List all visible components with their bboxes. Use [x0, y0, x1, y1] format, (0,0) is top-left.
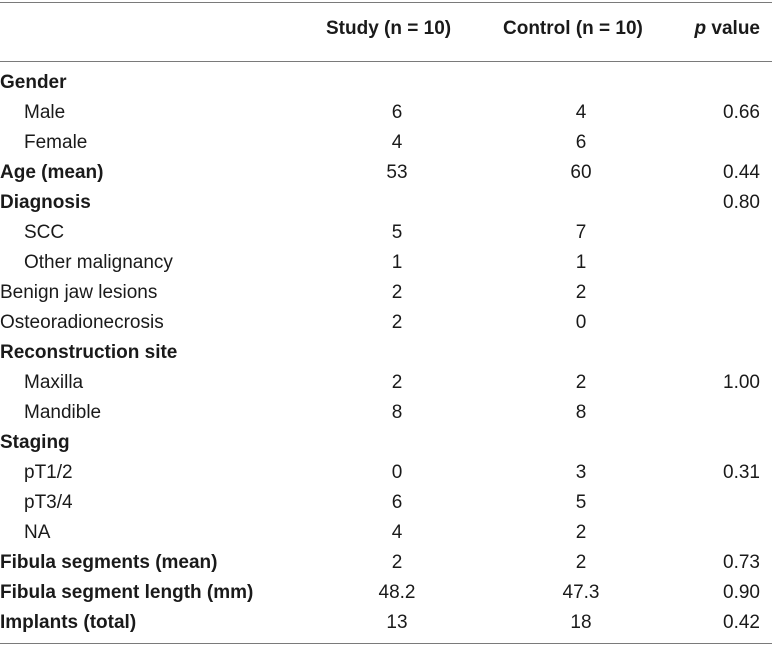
- control-value: 60: [570, 162, 592, 183]
- top-rule: [0, 2, 772, 3]
- study-value: [310, 428, 484, 458]
- study-value: [310, 188, 484, 218]
- row-label: Age (mean): [0, 162, 104, 183]
- table-row: [0, 188, 772, 218]
- control-value: 2: [575, 522, 587, 543]
- table-row: [0, 128, 772, 158]
- table-row: [0, 68, 772, 98]
- header-control: Control (n = 10): [503, 18, 643, 39]
- p-value: 0.44: [723, 162, 760, 183]
- row-label: pT3/4: [24, 492, 73, 513]
- p-value: 0.66: [723, 102, 760, 123]
- row-label: Osteoradionecrosis: [0, 312, 164, 333]
- control-value: 2: [575, 372, 587, 393]
- control-value: [490, 428, 672, 458]
- control-value: 4: [575, 102, 587, 123]
- control-value: 1: [575, 252, 587, 273]
- control-value: 2: [575, 552, 587, 573]
- row-label: Fibula segment length (mm): [0, 582, 254, 603]
- header-p-suffix: value: [706, 18, 760, 39]
- row-label: Other malignancy: [24, 252, 173, 273]
- study-value: 4: [391, 132, 403, 153]
- study-value: 0: [391, 462, 403, 483]
- control-value: [490, 188, 672, 218]
- study-value: 1: [391, 252, 403, 273]
- study-value: 2: [391, 312, 403, 333]
- row-label: Benign jaw lesions: [0, 282, 158, 303]
- row-label: Male: [24, 102, 66, 123]
- table-row: [0, 458, 772, 488]
- study-value: 13: [386, 612, 408, 633]
- p-value: 0.31: [723, 462, 760, 483]
- table-row: [0, 548, 772, 578]
- table-row: [0, 248, 772, 278]
- table-row: [0, 308, 772, 338]
- control-value: [490, 68, 672, 98]
- row-label: Mandible: [24, 402, 102, 423]
- study-value: 2: [391, 372, 403, 393]
- study-value: [310, 338, 484, 368]
- row-label: Reconstruction site: [0, 342, 178, 363]
- row-label: NA: [24, 522, 51, 543]
- table-row: [0, 278, 772, 308]
- p-value: 0.73: [723, 552, 760, 573]
- table-row: [0, 218, 772, 248]
- study-value: 5: [391, 222, 403, 243]
- row-label: Staging: [0, 432, 70, 453]
- header-study: Study (n = 10): [326, 18, 452, 39]
- study-value: 2: [391, 282, 403, 303]
- table-row: [0, 518, 772, 548]
- row-label: Diagnosis: [0, 192, 91, 213]
- table-row: [0, 428, 772, 458]
- control-value: 2: [575, 282, 587, 303]
- row-label: Fibula segments (mean): [0, 552, 218, 573]
- p-value: 1.00: [723, 372, 760, 393]
- study-value: 6: [391, 492, 403, 513]
- p-value: 0.42: [723, 612, 760, 633]
- control-value: 0: [575, 312, 587, 333]
- control-value: 3: [575, 462, 587, 483]
- row-label: Maxilla: [24, 372, 84, 393]
- header-rule: [0, 61, 772, 62]
- table-row: [0, 338, 772, 368]
- table-row: [0, 98, 772, 128]
- table-row: [0, 578, 772, 608]
- study-value: 8: [391, 402, 403, 423]
- row-label: SCC: [24, 222, 65, 243]
- table-row: [0, 158, 772, 188]
- row-label: Implants (total): [0, 612, 137, 633]
- p-value: 0.80: [723, 192, 760, 213]
- study-value: 48.2: [378, 582, 416, 603]
- study-value: 6: [391, 102, 403, 123]
- control-value: [490, 338, 672, 368]
- study-value: 53: [386, 162, 408, 183]
- table-row: [0, 368, 772, 398]
- control-value: 6: [575, 132, 587, 153]
- study-value: 4: [391, 522, 403, 543]
- header-row: [0, 14, 772, 44]
- p-value: 0.90: [723, 582, 760, 603]
- header-p-letter: p: [694, 18, 707, 39]
- study-value: [310, 68, 484, 98]
- study-value: 2: [391, 552, 403, 573]
- control-value: 5: [575, 492, 587, 513]
- row-label: pT1/2: [24, 462, 73, 483]
- control-value: 7: [575, 222, 587, 243]
- row-label: Female: [24, 132, 88, 153]
- table-row: [0, 488, 772, 518]
- header-p-value: [695, 14, 760, 44]
- bottom-rule: [0, 643, 772, 644]
- control-value: 47.3: [562, 582, 600, 603]
- table-row: [0, 398, 772, 428]
- table-row: [0, 608, 772, 638]
- control-value: 8: [575, 402, 587, 423]
- row-label: Gender: [0, 72, 67, 93]
- control-value: 18: [570, 612, 592, 633]
